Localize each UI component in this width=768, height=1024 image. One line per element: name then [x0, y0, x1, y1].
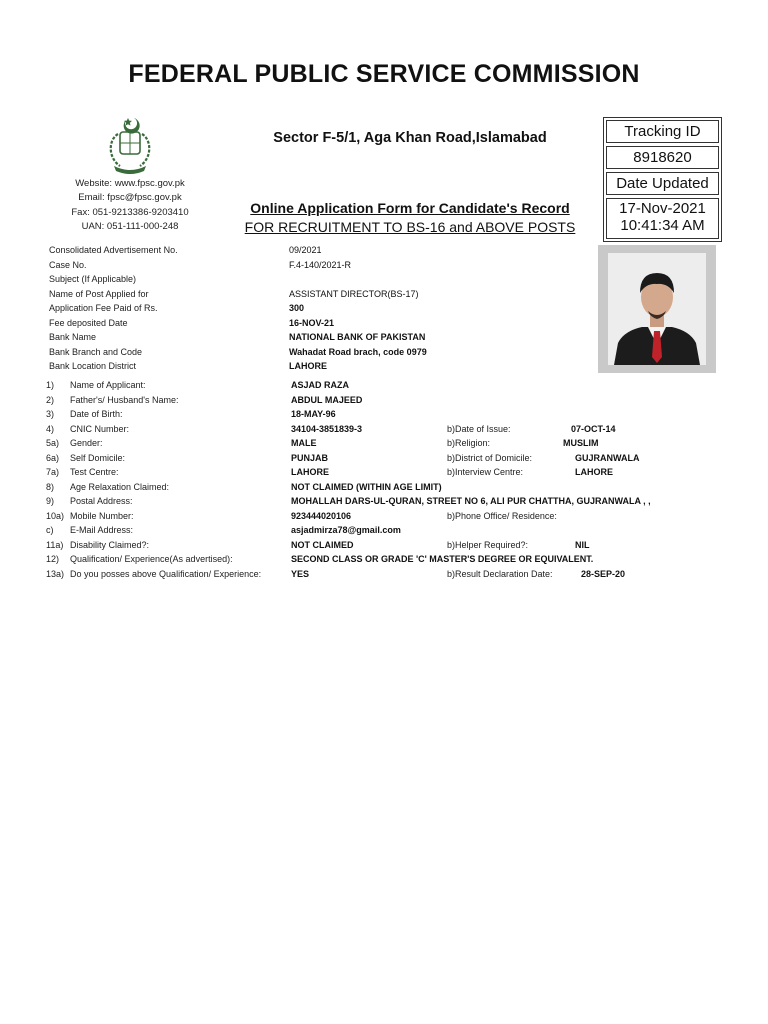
detail-row: [0, 422, 768, 436]
detail-number: 1): [46, 380, 55, 390]
website-text: Website: www.fpsc.gov.pk: [75, 178, 185, 189]
person-portrait-icon: [608, 253, 706, 365]
detail-label: Do you posses above Qualification/ Experience:: [70, 568, 262, 579]
advert-label: Name of Post Applied for: [49, 288, 149, 299]
advert-value: 300: [289, 303, 305, 313]
advert-value: LAHORE: [289, 361, 327, 371]
detail-secondary-label: b)Result Declaration Date:: [447, 568, 553, 579]
detail-row: [0, 451, 768, 465]
detail-value: 18-MAY-96: [291, 409, 336, 419]
detail-label: Date of Birth:: [70, 409, 123, 419]
advert-row: [0, 330, 600, 344]
office-address: Sector F-5/1, Aga Khan Road,Islamabad: [273, 130, 547, 146]
advert-value: ASSISTANT DIRECTOR(BS-17): [289, 288, 419, 299]
detail-value: NOT CLAIMED: [291, 539, 354, 550]
date-updated-date: 17-Nov-2021: [619, 200, 706, 217]
detail-value: LAHORE: [291, 467, 329, 477]
advert-label: Consolidated Advertisement No.: [49, 245, 178, 255]
advert-row: [0, 258, 600, 272]
detail-label: Qualification/ Experience(As advertised):: [70, 554, 233, 564]
uan-text: UAN: 051-111-000-248: [81, 221, 179, 232]
advert-value: 09/2021: [289, 245, 322, 255]
tracking-id-label: Tracking ID: [606, 120, 719, 143]
detail-row: [0, 552, 768, 566]
detail-label: Postal Address:: [70, 496, 133, 506]
government-emblem-icon: [98, 114, 162, 178]
detail-secondary-value: LAHORE: [575, 467, 613, 477]
advert-row: [0, 287, 600, 301]
detail-row: [0, 567, 768, 581]
detail-value: ASJAD RAZA: [291, 380, 350, 390]
detail-secondary-value: MUSLIM: [563, 438, 599, 448]
detail-number: 4): [46, 423, 55, 434]
detail-number: 8): [46, 481, 55, 492]
detail-label: Disability Claimed?:: [70, 539, 150, 550]
detail-label: E-Mail Address:: [70, 525, 134, 535]
detail-label: Mobile Number:: [70, 510, 134, 521]
detail-number: c): [46, 525, 54, 535]
tracking-id-value: 8918620: [606, 146, 719, 169]
detail-label: Father's/ Husband's Name:: [70, 394, 179, 405]
detail-secondary-label: b)Religion:: [447, 438, 491, 448]
detail-row: [0, 393, 768, 407]
detail-value: MALE: [291, 438, 317, 448]
advert-row: [0, 243, 600, 257]
detail-value: ABDUL MAJEED: [291, 394, 363, 405]
detail-number: 11a): [46, 539, 64, 550]
tracking-box: [603, 117, 722, 242]
advert-value: Wahadat Road brach, code 0979: [289, 346, 427, 357]
detail-value: 34104-3851839-3: [291, 423, 363, 434]
advert-label: Application Fee Paid of Rs.: [49, 303, 158, 313]
advert-label: Bank Location District: [49, 361, 137, 371]
detail-row: [0, 538, 768, 552]
form-title: Online Application Form for Candidate's Record: [250, 200, 570, 216]
form-subtitle: FOR RECRUITMENT TO BS-16 and ABOVE POSTS: [244, 219, 576, 235]
advert-value: NATIONAL BANK OF PAKISTAN: [289, 332, 426, 342]
date-updated-time: 10:41:34 AM: [620, 217, 705, 234]
detail-number: 9): [46, 496, 55, 506]
detail-secondary-label: b)District of Domicile:: [447, 452, 533, 463]
advert-label: Bank Name: [49, 332, 97, 342]
email-text: Email: fpsc@fpsc.gov.pk: [78, 192, 182, 203]
advert-label: Bank Branch and Code: [49, 346, 143, 357]
detail-secondary-value: GUJRANWALA: [575, 452, 640, 463]
detail-label: Test Centre:: [70, 467, 119, 477]
detail-value: YES: [291, 568, 310, 579]
advert-value: 16-NOV-21: [289, 317, 335, 328]
detail-secondary-label: b)Date of Issue:: [447, 423, 511, 434]
detail-label: Self Domicile:: [70, 452, 126, 463]
detail-number: 12): [46, 554, 60, 564]
detail-value: MOHALLAH DARS-UL-QURAN, STREET NO 6, ALI PUR CHATTHA, GUJRANWALA , ,: [291, 496, 651, 506]
advert-label: Case No.: [49, 259, 87, 270]
detail-secondary-label: b)Interview Centre:: [447, 467, 524, 477]
detail-row: [0, 378, 768, 392]
detail-number: 5a): [46, 438, 60, 448]
page-title: FEDERAL PUBLIC SERVICE COMMISSION: [128, 60, 640, 88]
detail-number: 6a): [46, 452, 60, 463]
detail-number: 2): [46, 394, 55, 405]
detail-number: 13a): [46, 568, 65, 579]
advert-label: Fee deposited Date: [49, 317, 128, 328]
candidate-photo: [598, 245, 716, 373]
detail-value: PUNJAB: [291, 452, 329, 463]
advert-row: [0, 301, 600, 315]
detail-row: [0, 509, 768, 523]
detail-label: Age Relaxation Claimed:: [70, 481, 170, 492]
fax-text: Fax: 051-9213386-9203410: [71, 207, 189, 218]
advert-value: F.4-140/2021-R: [289, 259, 352, 270]
detail-row: [0, 480, 768, 494]
advert-row: [0, 316, 600, 330]
detail-label: CNIC Number:: [70, 423, 130, 434]
detail-value: asjadmirza78@gmail.com: [291, 525, 401, 535]
detail-row: [0, 523, 768, 537]
detail-row: [0, 494, 768, 508]
advert-row: [0, 359, 600, 373]
detail-secondary-value: NIL: [575, 539, 590, 550]
detail-secondary-label: b)Phone Office/ Residence:: [447, 510, 557, 521]
advert-row: [0, 272, 600, 286]
detail-number: 7a): [46, 467, 60, 477]
detail-row: [0, 407, 768, 421]
detail-label: Name of Applicant:: [70, 380, 146, 390]
detail-label: Gender:: [70, 438, 103, 448]
detail-secondary-value: 07-OCT-14: [571, 423, 616, 434]
detail-number: 3): [46, 409, 55, 419]
detail-row: [0, 436, 768, 450]
advert-row: [0, 345, 600, 359]
detail-number: 10a): [46, 510, 65, 521]
detail-value: SECOND CLASS OR GRADE 'C' MASTER'S DEGREE OR EQUIVALENT.: [291, 554, 594, 564]
detail-value: NOT CLAIMED (WITHIN AGE LIMIT): [291, 481, 442, 492]
date-updated-value: [606, 198, 719, 239]
date-updated-label: Date Updated: [606, 172, 719, 195]
detail-secondary-label: b)Helper Required?:: [447, 539, 529, 550]
detail-row: [0, 465, 768, 479]
advert-label: Subject (If Applicable): [49, 274, 137, 284]
detail-secondary-value: 28-SEP-20: [581, 568, 626, 579]
detail-value: 923444020106: [291, 510, 352, 521]
candidate-photo-image: [608, 253, 706, 365]
